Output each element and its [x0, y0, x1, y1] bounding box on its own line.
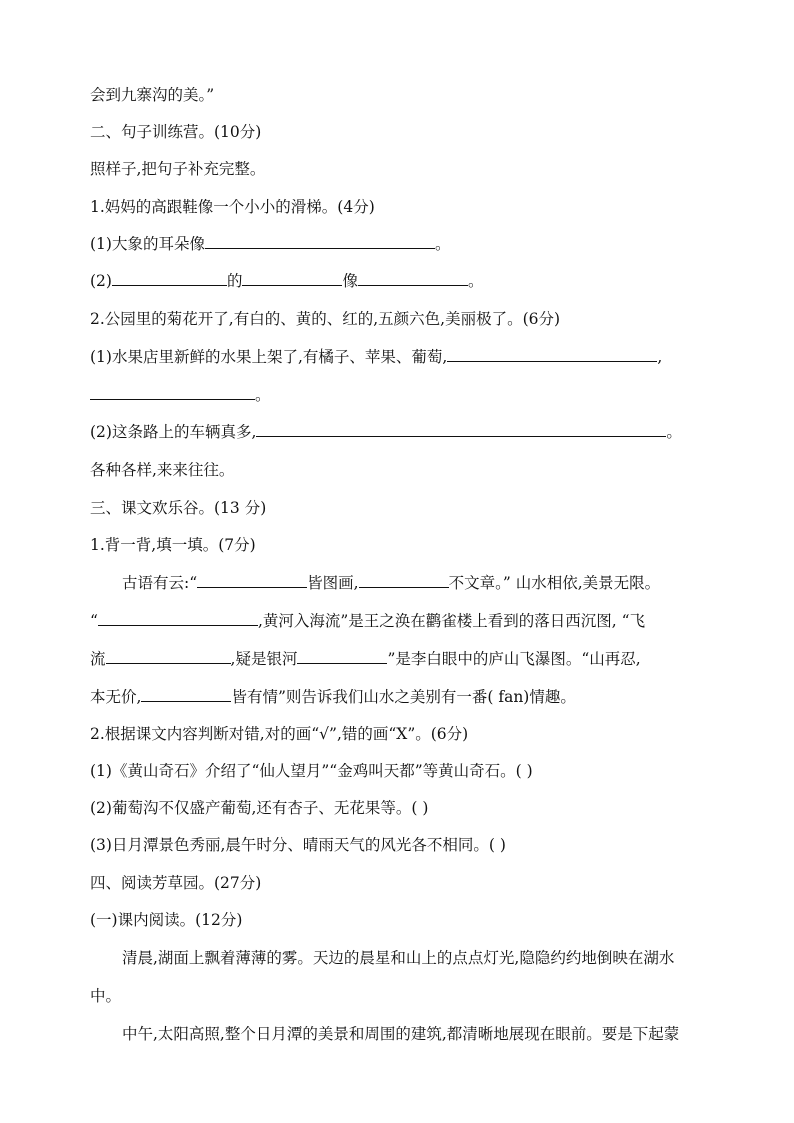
- text: ,疑是银河: [230, 650, 298, 668]
- answer-blank[interactable]: [242, 270, 342, 286]
- answer-blank[interactable]: [358, 270, 468, 286]
- text: 不文章。” 山水相依,美景无限。: [448, 574, 661, 592]
- question-3-prompt: [90, 534, 256, 556]
- fill-in-line-4: [90, 686, 576, 708]
- text: (3)日月潭景色秀丽,晨午时分、晴雨天气的风光各不相同。( ): [90, 836, 506, 854]
- text: 清晨,湖面上飘着薄薄的雾。天边的晨星和山上的点点灯光,隐隐约约地倒映在湖水: [122, 949, 675, 967]
- section-two-instruction: [90, 158, 265, 180]
- true-false-item-1: [90, 760, 533, 782]
- text: 1.妈妈的高跟鞋像一个小小的滑梯。(4分): [90, 198, 375, 216]
- text: 流: [90, 650, 106, 668]
- text: 照样子,把句子补充完整。: [90, 160, 266, 178]
- passage-ending: [90, 84, 214, 106]
- text: ,黄河入海流”是王之涣在鹳雀楼上看到的落日西沉图, “飞: [257, 612, 646, 630]
- text: (1)大象的耳朵像: [90, 235, 205, 253]
- text: 本无价,: [90, 688, 142, 706]
- text: 皆有情”则告诉我们山水之美别有一番( fan)情趣。: [231, 688, 576, 706]
- text: 。: [434, 235, 451, 253]
- text: ,: [657, 348, 663, 366]
- text: (2)葡萄沟不仅盛产葡萄,还有杏子、无花果等。( ): [90, 799, 429, 817]
- text: 1.背一背,填一填。(7分): [90, 536, 256, 554]
- answer-blank[interactable]: [256, 421, 666, 437]
- text: 各种各样,来来往往。: [90, 461, 235, 479]
- fill-in-line-3: [90, 648, 641, 670]
- text: 。: [666, 423, 682, 441]
- question-4-prompt: [90, 723, 468, 745]
- question-2-prompt: [90, 308, 560, 330]
- section-two-heading: [90, 121, 261, 143]
- text: 会到九寨沟的美。”: [90, 86, 215, 104]
- section-three-heading: [90, 497, 266, 519]
- text: 二、句子训练营。(10分): [90, 123, 262, 141]
- text: 2.公园里的菊花开了,有白的、黄的、红的,五颜六色,美丽极了。(6分): [90, 310, 561, 328]
- text: 的: [226, 272, 243, 290]
- text: 皆图画,: [307, 574, 359, 592]
- text: (2): [90, 272, 112, 290]
- question-1-item-2: [90, 270, 484, 292]
- answer-blank[interactable]: [197, 572, 307, 588]
- text: 三、课文欢乐谷。(13 分): [90, 499, 267, 517]
- answer-blank[interactable]: [98, 610, 258, 626]
- true-false-item-2: [90, 797, 428, 819]
- text: 像: [342, 272, 358, 290]
- question-2-item-1: [90, 346, 662, 368]
- text: (1)水果店里新鲜的水果上架了,有橘子、苹果、葡萄,: [90, 348, 448, 366]
- reading-paragraph-1: [122, 947, 674, 969]
- answer-blank[interactable]: [447, 346, 657, 362]
- text: “: [90, 612, 98, 630]
- text: 。: [255, 386, 271, 404]
- fill-in-line-1: [122, 572, 660, 594]
- text: 2.根据课文内容判断对错,对的画“√”,错的画“X”。(6分): [90, 725, 469, 743]
- reading-part-one-heading: [90, 909, 242, 931]
- text: (1)《黄山奇石》介绍了“仙人望月”“金鸡叫天都”等黄山奇石。( ): [90, 762, 533, 780]
- question-2-item-2-ending: [90, 459, 234, 481]
- answer-blank[interactable]: [359, 572, 449, 588]
- text: (2)这条路上的车辆真多,: [90, 423, 257, 441]
- answer-blank[interactable]: [90, 384, 255, 400]
- reading-paragraph-1-end: [90, 985, 121, 1007]
- fill-in-line-2: [90, 610, 645, 632]
- section-four-heading: [90, 872, 261, 894]
- text: 中。: [90, 987, 122, 1005]
- text: 。: [468, 272, 484, 290]
- answer-blank[interactable]: [106, 648, 231, 664]
- question-1-item-1: [90, 233, 450, 255]
- answer-blank[interactable]: [141, 686, 231, 702]
- reading-paragraph-2: [122, 1023, 679, 1045]
- answer-blank[interactable]: [297, 648, 387, 664]
- question-2-item-1-continued: [90, 384, 271, 406]
- true-false-item-3: [90, 834, 506, 856]
- text: (一)课内阅读。(12分): [90, 911, 243, 929]
- text: 中午,太阳高照,整个日月潭的美景和周围的建筑,都清晰地展现在眼前。要是下起蒙: [122, 1025, 680, 1043]
- answer-blank[interactable]: [112, 270, 227, 286]
- question-1-prompt: [90, 196, 375, 218]
- question-2-item-2: [90, 421, 682, 443]
- text: ”是李白眼中的庐山飞瀑图。“山再忍,: [387, 650, 641, 668]
- answer-blank[interactable]: [205, 233, 435, 249]
- text: 古语有云:“: [122, 574, 198, 592]
- text: 四、阅读芳草园。(27分): [90, 874, 262, 892]
